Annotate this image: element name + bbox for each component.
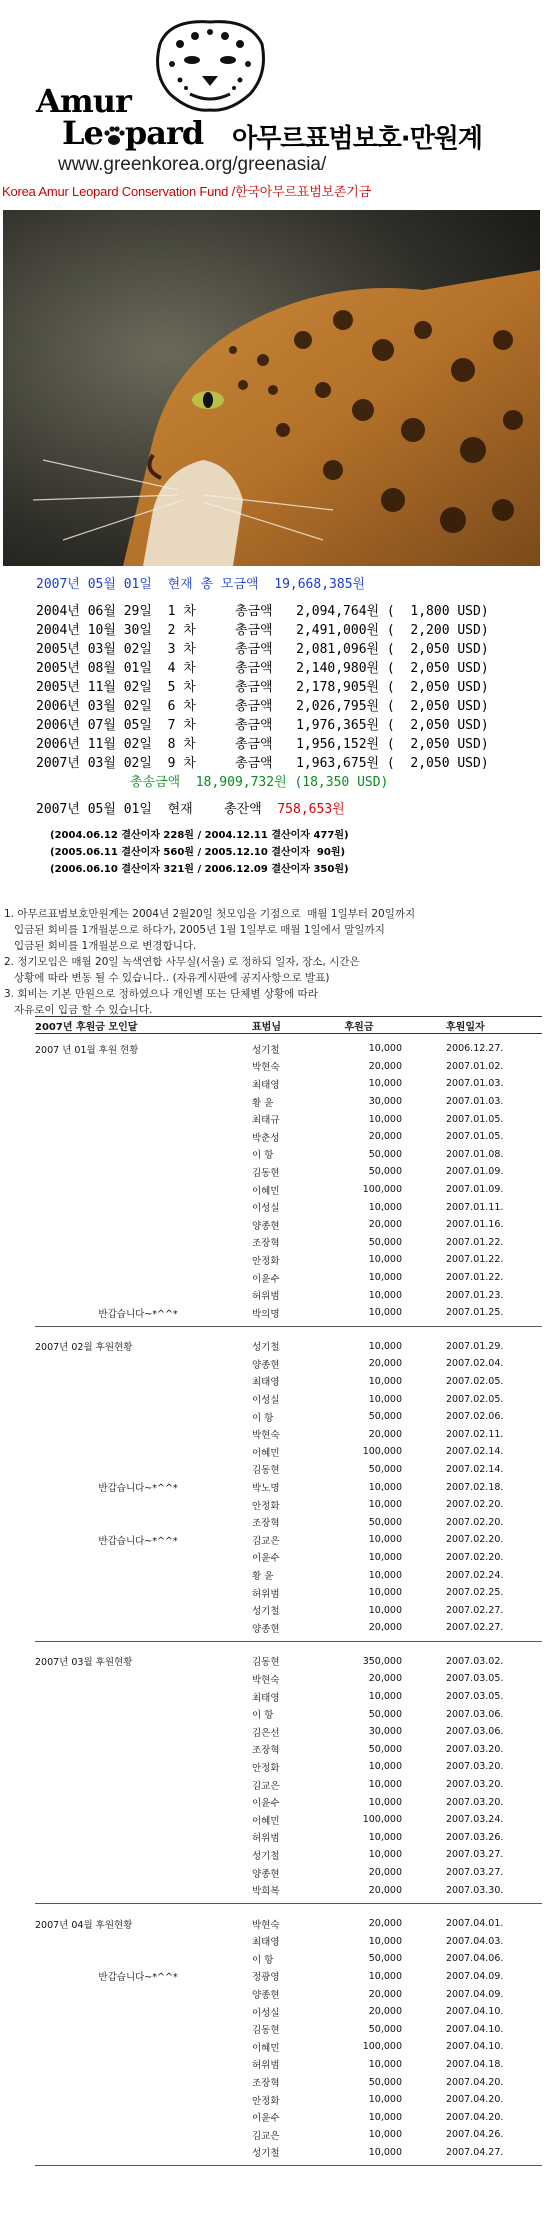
table-row xyxy=(35,1198,542,1216)
row-amount: 10,000 xyxy=(368,1201,402,1213)
row-donor-name: 안정화 xyxy=(252,1762,280,1774)
table-row xyxy=(35,1425,542,1443)
row-date: 2007.04.20. xyxy=(446,2076,504,2088)
row-date: 2007.01.29. xyxy=(446,1340,504,1352)
header-date: 후원일자 xyxy=(446,1021,485,1033)
logo-amur-text: Amur xyxy=(36,82,131,120)
row-date: 2007.02.20. xyxy=(446,1551,504,1563)
row-date: 2007.02.18. xyxy=(446,1481,504,1493)
row-donor-name: 성기철 xyxy=(252,1606,280,1618)
row-donor-name: 이윤수 xyxy=(252,1553,280,1565)
row-month-note: 2007년 03월 후원현황 xyxy=(35,1657,133,1669)
row-date: 2007.01.25. xyxy=(446,1307,504,1319)
row-date: 2007.04.03. xyxy=(446,1935,504,1947)
row-donor-name: 허위범 xyxy=(252,1291,280,1303)
row-donor-name: 황 윤 xyxy=(252,1097,274,1109)
table-row xyxy=(35,2091,542,2109)
row-date: 2007.03.20. xyxy=(446,1743,504,1755)
row-amount: 10,000 xyxy=(368,1796,402,1808)
row-donor-name: 김동현 xyxy=(252,1465,280,1477)
summary-section xyxy=(36,575,536,878)
table-row xyxy=(35,1093,542,1111)
table-row xyxy=(35,1619,542,1637)
row-date: 2007.01.02. xyxy=(446,1060,504,1072)
rule-line: 입금된 회비를 1개월분으로 하다가, 2005년 1월 1일부로 매월 1일에서 말일까지 xyxy=(4,924,385,936)
round-row: 2006년 07월 05일 7 차 총금액 1,976,365원 ( 2,050 USD) xyxy=(36,718,489,733)
row-date: 2007.03.02. xyxy=(446,1655,504,1667)
round-row: 2005년 08월 01일 4 차 총금액 2,140,980원 ( 2,050 USD) xyxy=(36,661,489,676)
row-date: 2007.01.16. xyxy=(446,1219,504,1231)
row-amount: 10,000 xyxy=(368,1393,402,1405)
row-date: 2007.01.22. xyxy=(446,1272,504,1284)
table-row xyxy=(35,1933,542,1951)
row-donor-name: 이성실 xyxy=(252,2007,280,2019)
row-amount: 100,000 xyxy=(362,1184,402,1196)
rule-line: 자유로이 입금 할 수 있습니다. xyxy=(4,1004,153,1016)
row-amount: 20,000 xyxy=(368,1918,402,1930)
row-date: 2007.01.11. xyxy=(446,1201,504,1213)
row-amount: 10,000 xyxy=(368,1970,402,1982)
row-date: 2007.01.05. xyxy=(446,1131,504,1143)
row-date: 2007.02.20. xyxy=(446,1516,504,1528)
row-donor-name: 최태영 xyxy=(252,1692,280,1704)
row-month-note: 2007년 04월 후원현황 xyxy=(35,1919,133,1931)
row-date: 2007.02.25. xyxy=(446,1587,504,1599)
table-row xyxy=(35,1373,542,1391)
row-month-note: 반갑습니다~*^^* xyxy=(35,1483,178,1495)
round-row: 2004년 06월 29일 1 차 총금액 2,094,764원 ( 1,800 USD) xyxy=(36,604,489,619)
interest-note: (2006.06.10 결산이자 321원 / 2006.12.09 결산이자 350원) xyxy=(50,864,349,875)
row-donor-name: 성기철 xyxy=(252,1850,280,1862)
row-amount: 10,000 xyxy=(368,1113,402,1125)
row-date: 2007.04.09. xyxy=(446,1988,504,2000)
table-row xyxy=(35,1390,542,1408)
table-row xyxy=(35,1234,542,1252)
table-row xyxy=(35,1968,542,1986)
round-row: 2004년 10월 30일 2 차 총금액 2,491,000원 ( 2,200 USD) xyxy=(36,623,489,638)
row-donor-name: 양종현 xyxy=(252,1220,280,1232)
table-row xyxy=(35,1846,542,1864)
rule-line: 입금된 회비를 1개월분으로 변경합니다. xyxy=(4,940,197,952)
row-date: 2007.02.14. xyxy=(446,1446,504,1458)
row-donor-name: 이윤수 xyxy=(252,1798,280,1810)
leopard-photo xyxy=(3,210,540,566)
row-date: 2007.04.10. xyxy=(446,2041,504,2053)
row-donor-name: 양종현 xyxy=(252,1359,280,1371)
row-amount: 10,000 xyxy=(368,1375,402,1387)
row-donor-name: 허위범 xyxy=(252,1833,280,1845)
row-date: 2007.04.18. xyxy=(446,2058,504,2070)
table-row xyxy=(35,1040,542,1058)
table-row xyxy=(35,1705,542,1723)
row-donor-name: 조장혁 xyxy=(252,1518,280,1530)
row-date: 2007.02.24. xyxy=(446,1569,504,1581)
row-donor-name: 박현숙 xyxy=(252,1430,280,1442)
logo-leopard-text: Le pard xyxy=(62,114,204,152)
row-amount: 50,000 xyxy=(368,1743,402,1755)
table-row xyxy=(35,1461,542,1479)
round-row: 2007년 03월 02일 9 차 총금액 1,963,675원 ( 2,050 USD) xyxy=(36,756,489,771)
row-donor-name: 박현숙 xyxy=(252,1062,280,1074)
table-row xyxy=(35,1758,542,1776)
row-amount: 10,000 xyxy=(368,1604,402,1616)
row-month-note: 반갑습니다~*^^* xyxy=(35,1308,178,1320)
row-amount: 10,000 xyxy=(368,1569,402,1581)
row-donor-name: 김동현 xyxy=(252,2025,280,2037)
row-date: 2007.02.14. xyxy=(446,1463,504,1475)
row-amount: 10,000 xyxy=(368,1534,402,1546)
row-amount: 10,000 xyxy=(368,1307,402,1319)
table-row xyxy=(35,1776,542,1794)
row-donor-name: 성기철 xyxy=(252,1342,280,1354)
table-row xyxy=(35,1058,542,1076)
row-amount: 50,000 xyxy=(368,1708,402,1720)
row-date: 2007.01.03. xyxy=(446,1078,504,1090)
row-amount: 10,000 xyxy=(368,1043,402,1055)
table-row xyxy=(35,1408,542,1426)
header-month: 2007년 후원금 모인달 xyxy=(35,1021,138,1033)
row-date: 2007.02.04. xyxy=(446,1358,504,1370)
korean-title: 아무르표범보호·만원계 xyxy=(232,124,483,154)
table-header xyxy=(35,1016,542,1034)
row-donor-name: 김은선 xyxy=(252,1727,280,1739)
row-date: 2007.04.20. xyxy=(446,2094,504,2106)
table-row xyxy=(35,1811,542,1829)
total-sent: 총송금액 18,909,732원 (18,350 USD) xyxy=(36,775,389,790)
row-date: 2007.02.20. xyxy=(446,1534,504,1546)
row-donor-name: 박의명 xyxy=(252,1308,280,1320)
row-amount: 50,000 xyxy=(368,1236,402,1248)
row-amount: 10,000 xyxy=(368,1078,402,1090)
site-url[interactable]: www.greenkorea.org/greenasia/ xyxy=(58,154,327,175)
table-row xyxy=(35,1584,542,1602)
row-date: 2007.02.20. xyxy=(446,1499,504,1511)
row-donor-name: 성기철 xyxy=(252,2148,280,2160)
row-donor-name: 최태규 xyxy=(252,1115,280,1127)
row-amount: 50,000 xyxy=(368,1166,402,1178)
row-amount: 20,000 xyxy=(368,1358,402,1370)
row-amount: 10,000 xyxy=(368,1935,402,1947)
row-date: 2007.01.22. xyxy=(446,1236,504,1248)
row-amount: 20,000 xyxy=(368,2006,402,2018)
table-row xyxy=(35,1443,542,1461)
row-date: 2007.02.06. xyxy=(446,1411,504,1423)
row-amount: 20,000 xyxy=(368,1428,402,1440)
rules-list xyxy=(4,906,544,1018)
rule-line: 1. 아무르표범보호만원계는 2004년 2월20일 첫모임을 기점으로 매월 1일부터 20일까지 xyxy=(4,908,416,920)
row-amount: 10,000 xyxy=(368,2129,402,2141)
row-donor-name: 허위범 xyxy=(252,2060,280,2072)
row-amount: 50,000 xyxy=(368,2076,402,2088)
row-date: 2006.12.27. xyxy=(446,1043,504,1055)
row-donor-name: 김교은 xyxy=(252,1535,280,1547)
row-amount: 20,000 xyxy=(368,1884,402,1896)
rule-line: 상황에 따라 변동 될 수 있습니다.. (자유게시판에 공지사항으로 발표) xyxy=(4,972,330,984)
paw-print-icon xyxy=(103,124,125,148)
row-donor-name: 이 항 xyxy=(252,1954,274,1966)
row-amount: 20,000 xyxy=(368,1622,402,1634)
row-date: 2007.02.05. xyxy=(446,1375,504,1387)
header xyxy=(0,0,551,200)
row-amount: 10,000 xyxy=(368,1289,402,1301)
row-donor-name: 이혜민 xyxy=(252,2042,280,2054)
row-month-note: 반갑습니다~*^^* xyxy=(35,1535,178,1547)
table-row xyxy=(35,2108,542,2126)
table-row xyxy=(35,1304,542,1322)
row-date: 2007.01.05. xyxy=(446,1113,504,1125)
row-amount: 10,000 xyxy=(368,2094,402,2106)
table-row xyxy=(35,1181,542,1199)
row-donor-name: 김교은 xyxy=(252,2130,280,2142)
row-amount: 50,000 xyxy=(368,1516,402,1528)
table-row xyxy=(35,2056,542,2074)
row-date: 2007.03.05. xyxy=(446,1673,504,1685)
row-donor-name: 안정화 xyxy=(252,1255,280,1267)
table-row xyxy=(35,1216,542,1234)
interest-note: (2005.06.11 결산이자 560원 / 2005.12.10 결산이자 90원) xyxy=(50,847,346,858)
row-donor-name: 박춘성 xyxy=(252,1132,280,1144)
section-divider xyxy=(35,2165,542,2171)
row-amount: 10,000 xyxy=(368,1340,402,1352)
row-donor-name: 박현숙 xyxy=(252,1919,280,1931)
row-amount: 20,000 xyxy=(368,1673,402,1685)
row-amount: 10,000 xyxy=(368,1849,402,1861)
header-amount: 후원금 xyxy=(344,1021,374,1033)
row-donor-name: 안정화 xyxy=(252,1500,280,1512)
row-date: 2007.03.05. xyxy=(446,1691,504,1703)
row-amount: 100,000 xyxy=(362,1446,402,1458)
row-amount: 20,000 xyxy=(368,1060,402,1072)
table-row xyxy=(35,1653,542,1671)
donor-table xyxy=(35,1016,542,2171)
row-donor-name: 이 항 xyxy=(252,1710,274,1722)
row-donor-name: 이혜민 xyxy=(252,1815,280,1827)
row-date: 2007.03.26. xyxy=(446,1831,504,1843)
round-row: 2006년 11월 02일 8 차 총금액 1,956,152원 ( 2,050 USD) xyxy=(36,737,489,752)
row-date: 2007.03.27. xyxy=(446,1849,504,1861)
table-row xyxy=(35,1075,542,1093)
row-amount: 350,000 xyxy=(362,1655,402,1667)
table-row xyxy=(35,1864,542,1882)
table-row xyxy=(35,1741,542,1759)
row-amount: 10,000 xyxy=(368,1779,402,1791)
row-date: 2007.01.03. xyxy=(446,1096,504,1108)
row-amount: 10,000 xyxy=(368,1587,402,1599)
table-row xyxy=(35,2020,542,2038)
table-row xyxy=(35,2038,542,2056)
row-date: 2007.04.27. xyxy=(446,2146,504,2158)
row-date: 2007.02.11. xyxy=(446,1428,504,1440)
row-donor-name: 안정화 xyxy=(252,2095,280,2107)
row-date: 2007.01.09. xyxy=(446,1184,504,1196)
table-row xyxy=(35,1915,542,1933)
row-month-note: 반갑습니다~*^^* xyxy=(35,1972,178,1984)
row-amount: 10,000 xyxy=(368,2058,402,2070)
table-row xyxy=(35,1723,542,1741)
row-amount: 10,000 xyxy=(368,1761,402,1773)
table-row xyxy=(35,1110,542,1128)
table-row xyxy=(35,2073,542,2091)
table-row xyxy=(35,1881,542,1899)
row-donor-name: 최태영 xyxy=(252,1377,280,1389)
table-row xyxy=(35,1355,542,1373)
row-amount: 100,000 xyxy=(362,2041,402,2053)
table-row xyxy=(35,1146,542,1164)
row-amount: 10,000 xyxy=(368,1691,402,1703)
row-amount: 50,000 xyxy=(368,1953,402,1965)
table-row xyxy=(35,1688,542,1706)
row-date: 2007.03.24. xyxy=(446,1814,504,1826)
row-date: 2007.03.06. xyxy=(446,1708,504,1720)
table-row xyxy=(35,1793,542,1811)
row-date: 2007.03.20. xyxy=(446,1761,504,1773)
row-month-note: 2007년 02월 후원현황 xyxy=(35,1342,133,1354)
row-amount: 10,000 xyxy=(368,1254,402,1266)
row-date: 2007.04.09. xyxy=(446,1970,504,1982)
row-donor-name: 박희복 xyxy=(252,1886,280,1898)
row-donor-name: 황 윤 xyxy=(252,1571,274,1583)
header-name: 표범님 xyxy=(252,1021,281,1033)
table-row xyxy=(35,1985,542,2003)
row-date: 2007.03.27. xyxy=(446,1867,504,1879)
row-date: 2007.03.20. xyxy=(446,1796,504,1808)
table-body xyxy=(35,1034,542,2171)
row-donor-name: 양종현 xyxy=(252,1623,280,1635)
row-amount: 50,000 xyxy=(368,2023,402,2035)
table-row xyxy=(35,1601,542,1619)
row-date: 2007.04.10. xyxy=(446,2023,504,2035)
table-row xyxy=(35,1163,542,1181)
table-row xyxy=(35,1566,542,1584)
row-amount: 10,000 xyxy=(368,2146,402,2158)
row-date: 2007.04.10. xyxy=(446,2006,504,2018)
row-donor-name: 이윤수 xyxy=(252,1273,280,1285)
row-donor-name: 조장혁 xyxy=(252,1238,280,1250)
row-amount: 50,000 xyxy=(368,1148,402,1160)
row-amount: 30,000 xyxy=(368,1096,402,1108)
table-row xyxy=(35,1950,542,1968)
table-row xyxy=(35,1478,542,1496)
table-row xyxy=(35,1128,542,1146)
row-amount: 30,000 xyxy=(368,1726,402,1738)
row-donor-name: 박현숙 xyxy=(252,1674,280,1686)
table-row xyxy=(35,1251,542,1269)
row-amount: 10,000 xyxy=(368,1481,402,1493)
row-donor-name: 박노명 xyxy=(252,1483,280,1495)
row-donor-name: 이 항 xyxy=(252,1150,274,1162)
row-amount: 20,000 xyxy=(368,1131,402,1143)
row-amount: 100,000 xyxy=(362,1814,402,1826)
row-date: 2007.04.06. xyxy=(446,1953,504,1965)
fund-name: Korea Amur Leopard Conservation Fund /한국아무르표범보존기금 xyxy=(2,184,371,199)
row-amount: 10,000 xyxy=(368,1831,402,1843)
row-donor-name: 최태영 xyxy=(252,1937,280,1949)
row-amount: 50,000 xyxy=(368,1411,402,1423)
row-amount: 10,000 xyxy=(368,1551,402,1563)
remaining-balance: 2007년 05월 01일 현재 총잔액 758,653원 xyxy=(36,802,345,817)
table-row xyxy=(35,2126,542,2144)
table-row xyxy=(35,1286,542,1304)
leopard-head-icon xyxy=(150,14,270,114)
table-row xyxy=(35,1513,542,1531)
row-donor-name: 김동현 xyxy=(252,1657,280,1669)
row-donor-name: 정광영 xyxy=(252,1972,280,1984)
row-amount: 10,000 xyxy=(368,1272,402,1284)
row-date: 2007.02.05. xyxy=(446,1393,504,1405)
row-donor-name: 조장혁 xyxy=(252,1745,280,1757)
row-donor-name: 이혜민 xyxy=(252,1447,280,1459)
table-row xyxy=(35,1829,542,1847)
row-date: 2007.03.30. xyxy=(446,1884,504,1896)
row-date: 2007.04.20. xyxy=(446,2111,504,2123)
row-amount: 10,000 xyxy=(368,1499,402,1511)
row-donor-name: 이윤수 xyxy=(252,2113,280,2125)
table-row xyxy=(35,1531,542,1549)
table-row xyxy=(35,2003,542,2021)
row-amount: 20,000 xyxy=(368,1867,402,1879)
row-donor-name: 김동현 xyxy=(252,1167,280,1179)
row-amount: 50,000 xyxy=(368,1463,402,1475)
round-row: 2006년 03월 02일 6 차 총금액 2,026,795원 ( 2,050 USD) xyxy=(36,699,489,714)
table-row xyxy=(35,1670,542,1688)
row-donor-name: 양종현 xyxy=(252,1990,280,2002)
row-amount: 10,000 xyxy=(368,2111,402,2123)
row-donor-name: 조장혁 xyxy=(252,2078,280,2090)
row-donor-name: 김교은 xyxy=(252,1780,280,1792)
row-donor-name: 최태영 xyxy=(252,1079,280,1091)
row-donor-name: 이 항 xyxy=(252,1412,274,1424)
summary-headline: 2007년 05월 01일 현재 총 모금액 19,668,385원 xyxy=(36,577,366,592)
row-donor-name: 이혜민 xyxy=(252,1185,280,1197)
rule-line: 2. 정기모임은 매월 20일 녹색연합 사무실(서울) 로 정하되 일자, 장소, 시간은 xyxy=(4,956,360,968)
row-month-note: 2007 년 01월 후원 현황 xyxy=(35,1044,139,1056)
round-row: 2005년 03월 02일 3 차 총금액 2,081,096원 ( 2,050 USD) xyxy=(36,642,489,657)
row-date: 2007.01.22. xyxy=(446,1254,504,1266)
table-row xyxy=(35,2144,542,2162)
row-date: 2007.03.20. xyxy=(446,1779,504,1791)
round-row: 2005년 11월 02일 5 차 총금액 2,178,905원 ( 2,050 USD) xyxy=(36,680,489,695)
table-row xyxy=(35,1338,542,1356)
row-date: 2007.01.08. xyxy=(446,1148,504,1160)
rule-line: 3. 회비는 기본 만원으로 정하였으나 개인별 또는 단체별 상황에 따라 xyxy=(4,988,318,1000)
row-amount: 20,000 xyxy=(368,1988,402,2000)
table-row xyxy=(35,1549,542,1567)
table-row xyxy=(35,1496,542,1514)
row-donor-name: 허위범 xyxy=(252,1588,280,1600)
row-date: 2007.04.01. xyxy=(446,1918,504,1930)
row-date: 2007.02.27. xyxy=(446,1604,504,1616)
row-donor-name: 이성실 xyxy=(252,1203,280,1215)
table-row xyxy=(35,1269,542,1287)
row-date: 2007.01.09. xyxy=(446,1166,504,1178)
row-date: 2007.01.23. xyxy=(446,1289,504,1301)
row-date: 2007.04.26. xyxy=(446,2129,504,2141)
row-donor-name: 성기철 xyxy=(252,1044,280,1056)
row-amount: 20,000 xyxy=(368,1219,402,1231)
row-date: 2007.03.06. xyxy=(446,1726,504,1738)
row-date: 2007.02.27. xyxy=(446,1622,504,1634)
row-donor-name: 이성실 xyxy=(252,1395,280,1407)
row-donor-name: 양종현 xyxy=(252,1868,280,1880)
interest-note: (2004.06.12 결산이자 228원 / 2004.12.11 결산이자 477원) xyxy=(50,830,349,841)
